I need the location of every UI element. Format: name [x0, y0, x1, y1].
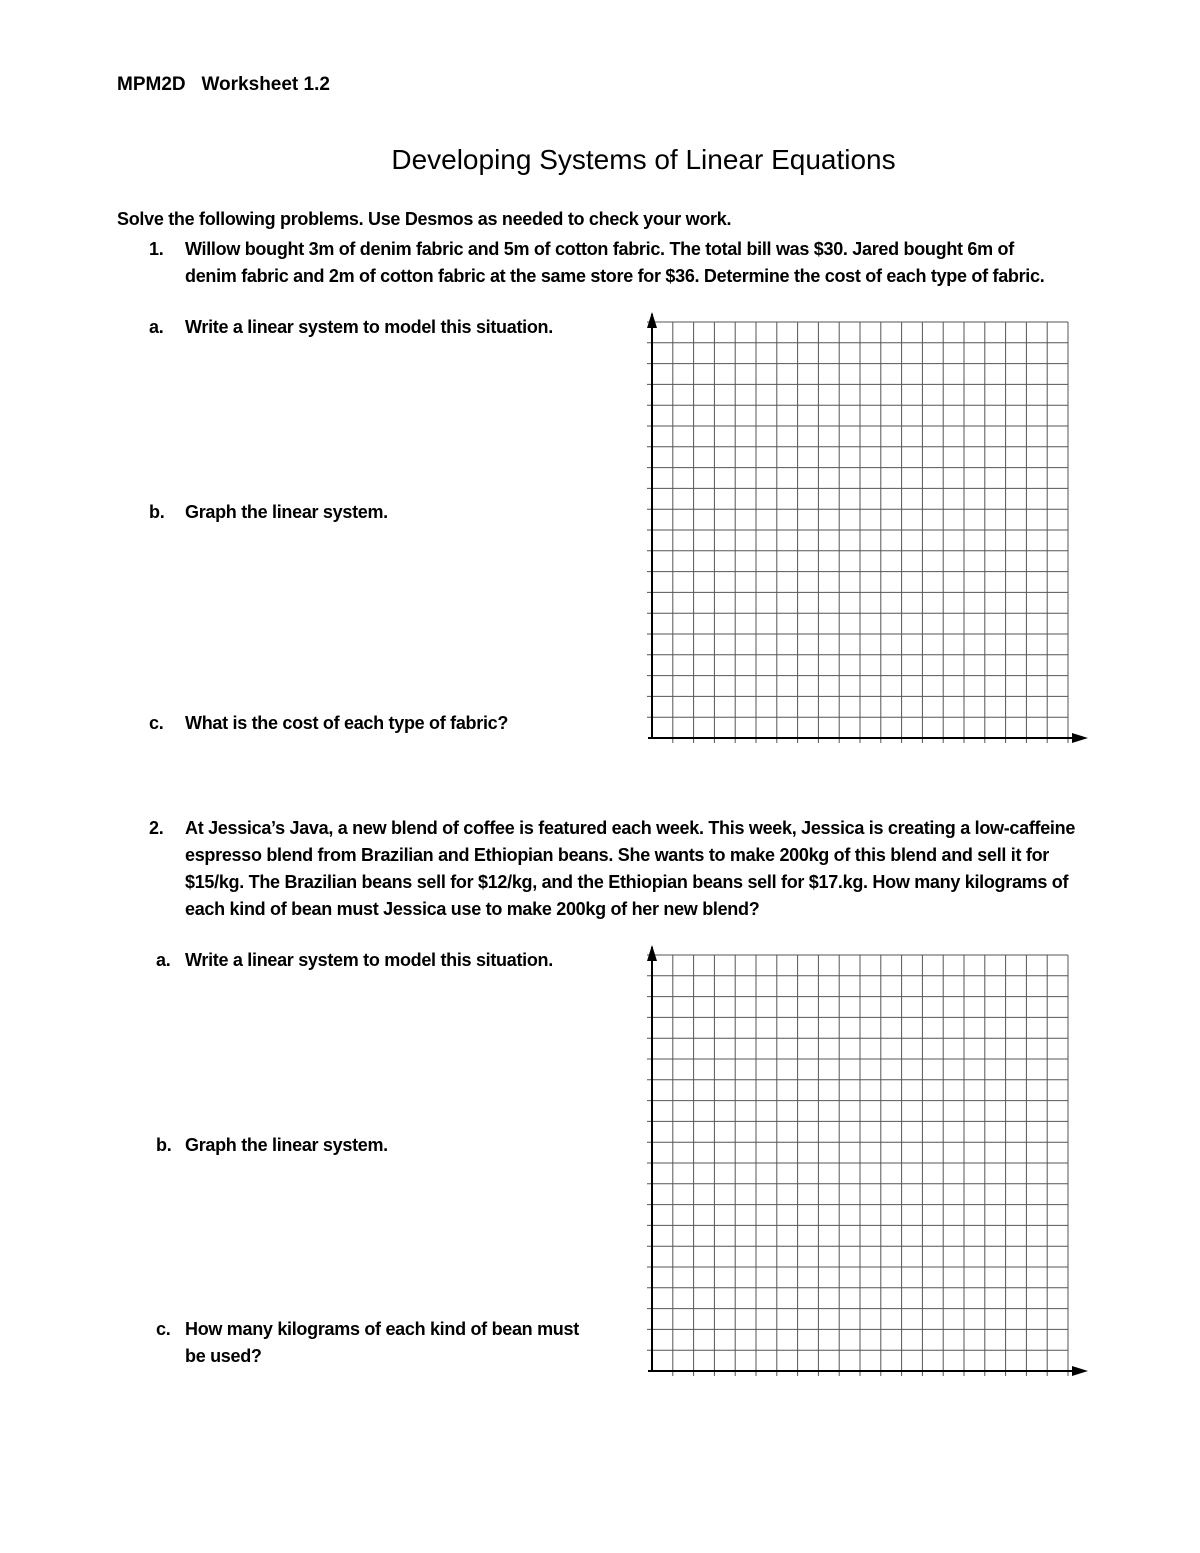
- part-a: [0, 314, 640, 344]
- x-axis-arrow-icon: [1072, 733, 1088, 743]
- x-axis-arrow-icon: [1072, 1366, 1088, 1376]
- problem-1: [0, 236, 1200, 296]
- problem-2: [0, 815, 1200, 927]
- graph-grid-1[interactable]: [640, 310, 1085, 750]
- part-text-line: How many kilograms of each kind of bean must: [185, 1319, 579, 1339]
- instructions: Solve the following problems. Use Desmos as needed to check your work.: [117, 209, 732, 229]
- problem-text-line: espresso blend from Brazilian and Ethiopian beans. She wants to make 200kg of this blend and sell it for: [185, 845, 1049, 865]
- problem-text-line: At Jessica’s Java, a new blend of coffee is featured each week. This week, Jessica is creating a low-caffeine: [185, 818, 1076, 838]
- part-text: Write a linear system to model this situation.: [185, 950, 553, 970]
- problem-text-line: denim fabric and 2m of cotton fabric at the same store for $36. Determine the cost of each type of fabric.: [185, 266, 1045, 286]
- part-text: [185, 1316, 579, 1370]
- part-text: What is the cost of each type of fabric?: [185, 713, 509, 733]
- y-axis-arrow-icon: [647, 312, 657, 328]
- worksheet-number: Worksheet 1.2: [201, 74, 330, 95]
- problem-text-line: each kind of bean must Jessica use to make 200kg of her new blend?: [185, 899, 760, 919]
- part-a: [0, 947, 640, 977]
- page-title: Developing Systems of Linear Equations: [391, 144, 896, 175]
- part-label: b.: [149, 502, 165, 522]
- part-c: [0, 1316, 640, 1376]
- problem-text: [185, 236, 1130, 290]
- worksheet-header: [117, 74, 330, 96]
- problem-text-line: Willow bought 3m of denim fabric and 5m of cotton fabric. The total bill was $30. Jared bought 6m of: [185, 239, 1014, 259]
- problem-text-line: $15/kg. The Brazilian beans sell for $12/kg, and the Ethiopian beans sell for $17.kg. How many kilograms of: [185, 872, 1069, 892]
- part-label: c.: [156, 1319, 171, 1339]
- part-b: [0, 499, 640, 529]
- part-text: Graph the linear system.: [185, 502, 388, 522]
- part-label: a.: [149, 317, 164, 337]
- part-text-line: be used?: [185, 1346, 262, 1366]
- part-label: c.: [149, 713, 164, 733]
- part-text: Graph the linear system.: [185, 1135, 388, 1155]
- part-label: b.: [156, 1135, 172, 1155]
- graph-grid-2[interactable]: [640, 943, 1085, 1383]
- part-c: [0, 710, 640, 740]
- part-label: a.: [156, 950, 171, 970]
- course-code: MPM2D: [117, 74, 186, 95]
- problem-text: [185, 815, 1130, 923]
- part-b: [0, 1132, 640, 1162]
- y-axis-arrow-icon: [647, 945, 657, 961]
- part-text: Write a linear system to model this situation.: [185, 317, 553, 337]
- problem-number: 1.: [149, 239, 164, 259]
- problem-number: 2.: [149, 818, 164, 838]
